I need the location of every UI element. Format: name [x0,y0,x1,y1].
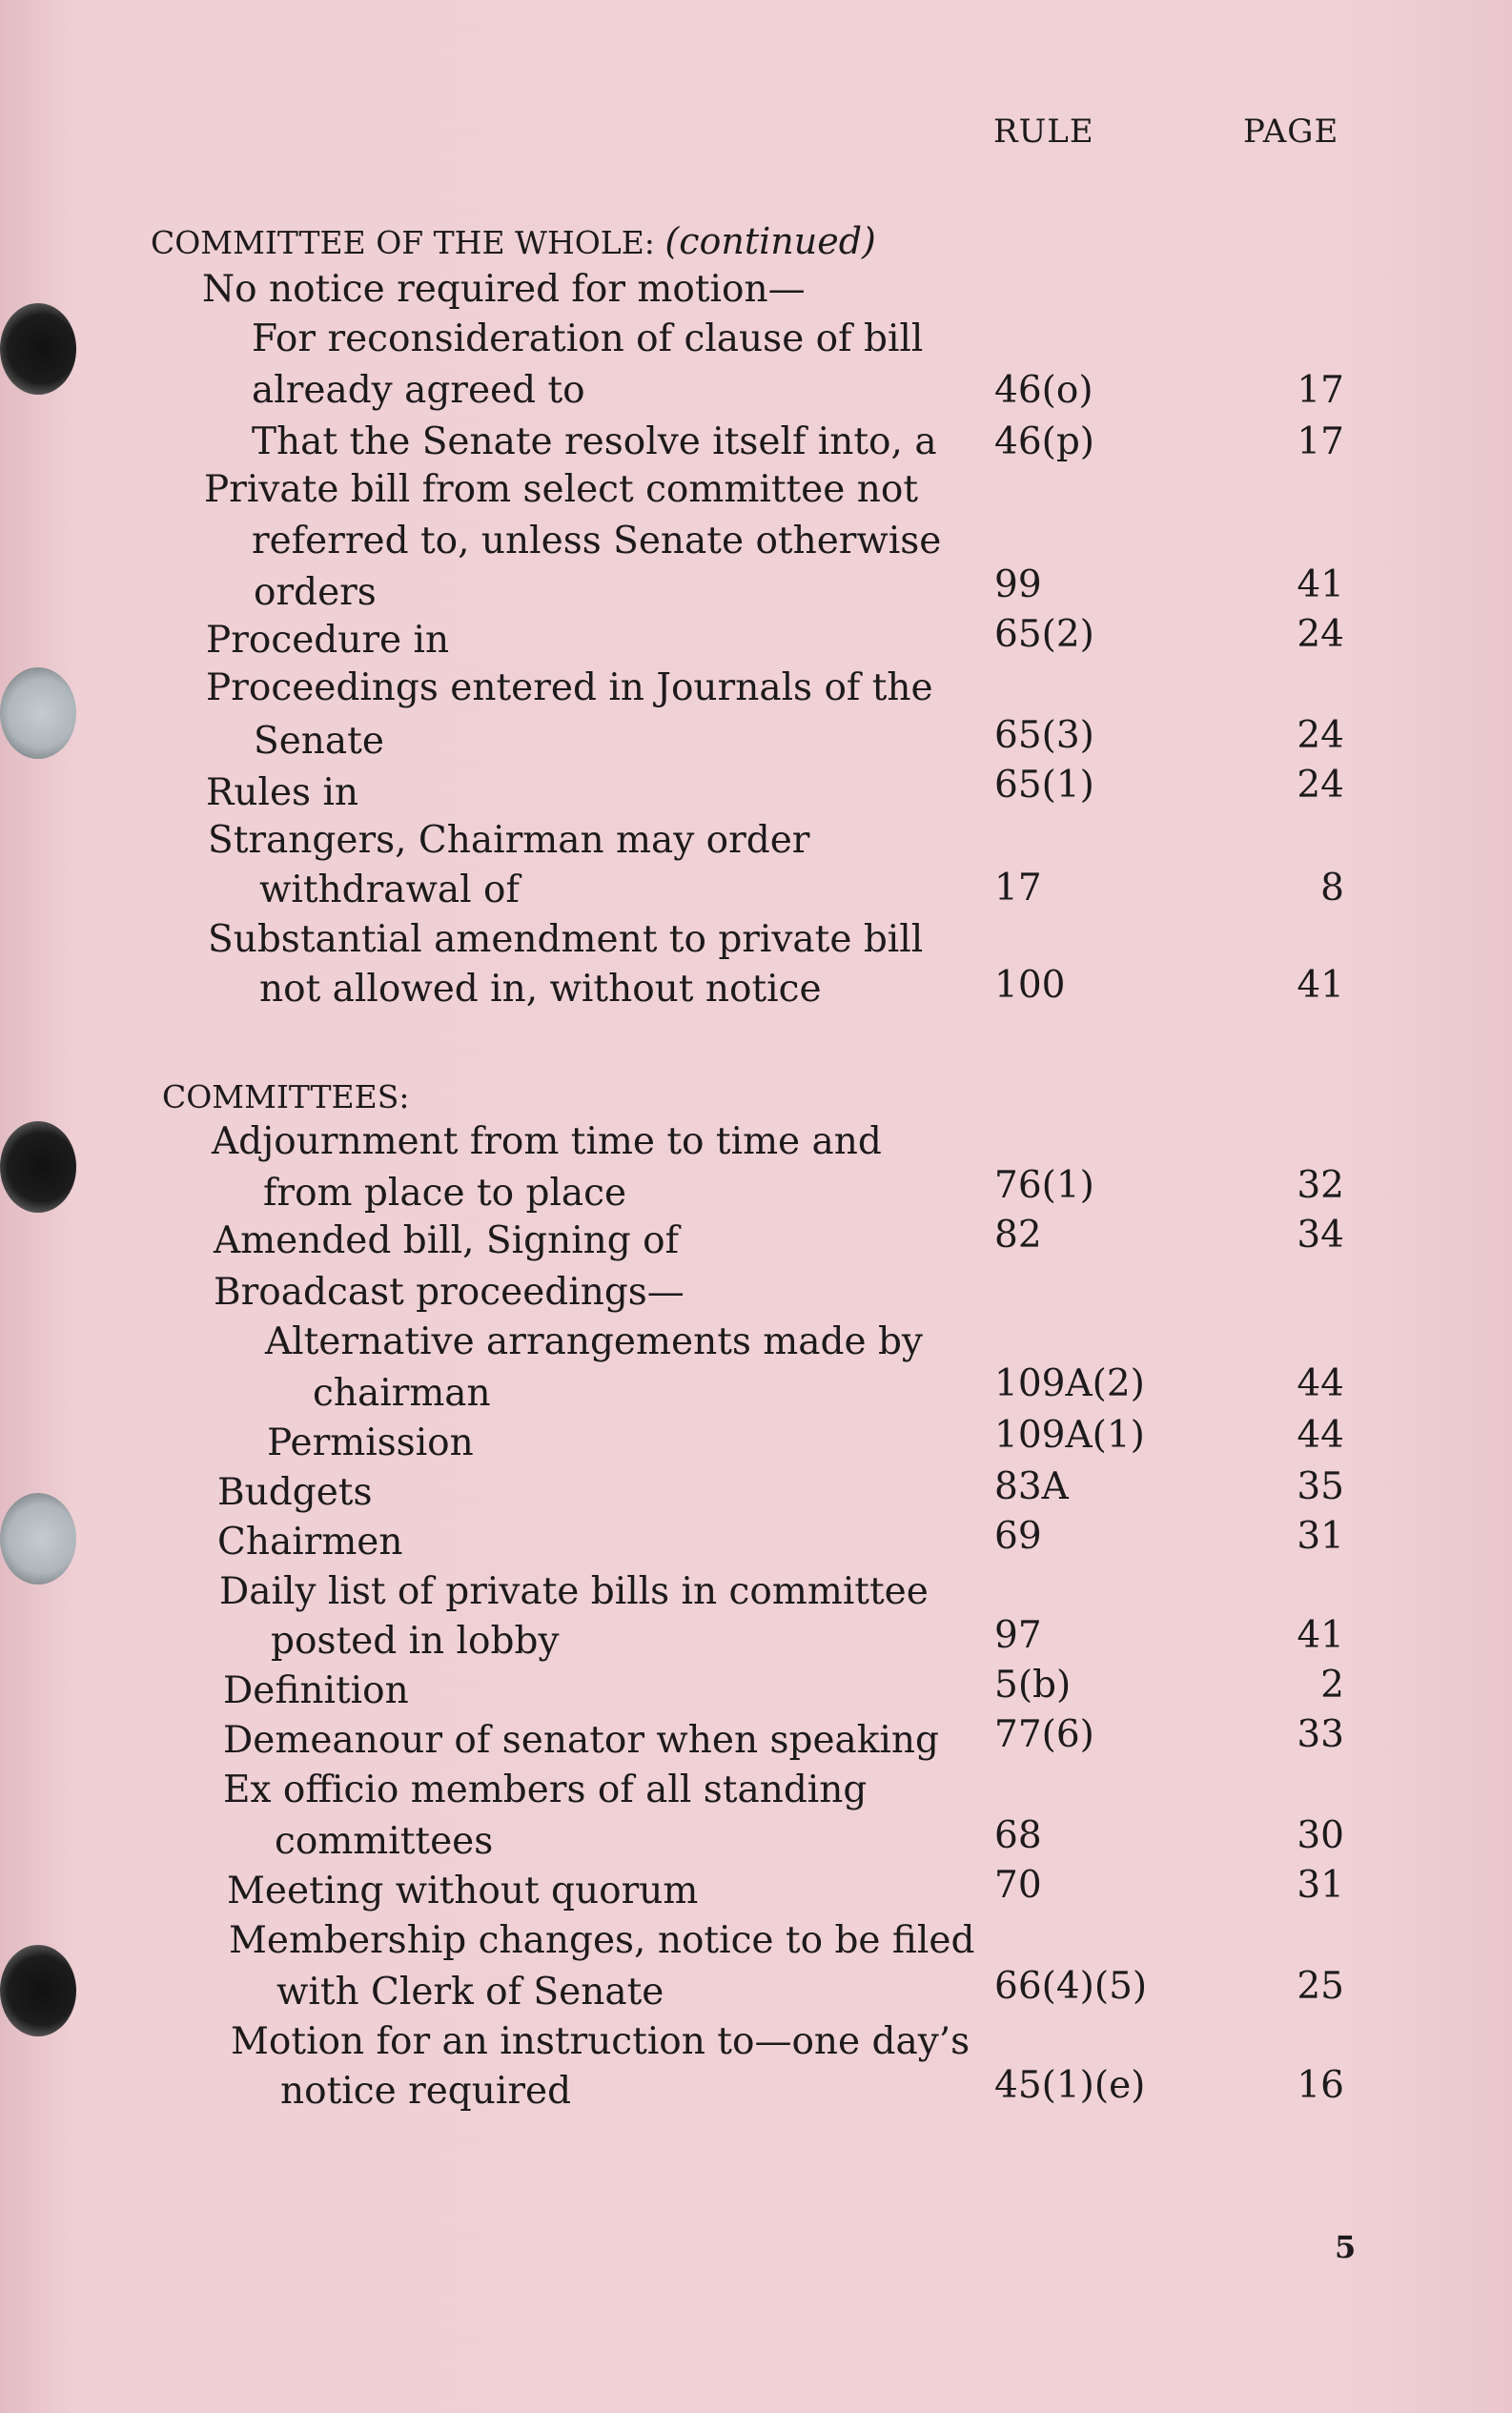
page-number: 44 [1297,1414,1344,1457]
index-entry-line: Demeanour of senator when speaking [223,1719,939,1762]
section-title-text: COMMITTEE OF THE WHOLE: [151,224,655,261]
index-entry-line: Chairmen [217,1521,403,1564]
rule-number: 83A [994,1465,1069,1508]
page-number: 31 [1297,1864,1344,1907]
index-entry-line: chairman [313,1372,491,1415]
page-number: 24 [1297,764,1344,807]
rule-number: 100 [994,964,1066,1007]
rule-number: 97 [994,1614,1042,1657]
index-entry-line: Broadcast proceedings— [214,1271,684,1314]
index-entry-line: Amended bill, Signing of [214,1219,680,1262]
index-entry-line: already agreed to [252,369,585,412]
index-entry-line: notice required [280,2070,572,2113]
index-entry-line: Senate [254,720,384,763]
index-entry-line: Motion for an instruction to—one day’s [231,2020,971,2063]
index-entry-line: orders [254,571,377,614]
rule-number: 66(4)(5) [994,1965,1148,2008]
index-entry-line: Private bill from select committee not [204,468,918,511]
rule-number: 46(o) [994,369,1093,412]
rule-number: 17 [994,867,1042,910]
rule-number: 69 [994,1515,1042,1558]
index-entry-line: referred to, unless Senate otherwise [252,520,942,562]
index-entry-line: posted in lobby [271,1620,560,1663]
page-number: 41 [1297,1614,1344,1657]
page-number: 33 [1297,1713,1344,1756]
rule-number: 77(6) [994,1713,1094,1756]
section-title: COMMITTEES: [162,1078,410,1115]
binder-hole [0,303,76,395]
rule-number: 82 [994,1214,1042,1257]
index-entry-line: That the Senate resolve itself into, a [252,420,937,463]
page-number: 32 [1297,1164,1344,1207]
index-entry-line: For reconsideration of clause of bill [252,317,924,360]
page-number: 41 [1297,563,1344,606]
page-number: 25 [1297,1965,1344,2008]
binder-hole [0,1121,76,1213]
rule-number: 109A(1) [994,1414,1145,1457]
binder-hole [0,1945,76,2036]
index-entry-line: not allowed in, without notice [259,968,822,1011]
index-entry-line: Adjournment from time to time and [212,1120,882,1163]
rule-number: 65(3) [994,714,1094,757]
binder-hole [0,667,76,759]
index-entry-line: committees [275,1820,494,1863]
page-number: 17 [1297,420,1344,463]
page-footer-number: 5 [1335,2229,1357,2265]
page-number: 24 [1297,613,1344,656]
index-entry-line: No notice required for motion— [202,268,806,311]
page-number: 34 [1297,1214,1344,1257]
index-entry-line: Budgets [217,1471,373,1514]
rule-number: 5(b) [994,1664,1072,1707]
index-entry-line: Substantial amendment to private bill [208,918,924,961]
index-entry-line: Daily list of private bills in committee [219,1570,929,1613]
page-number: 8 [1320,867,1344,910]
page-number: 24 [1297,714,1344,757]
page-number: 16 [1297,2064,1344,2107]
index-entry-line: Strangers, Chairman may order [208,819,810,862]
index-entry-line: Rules in [206,771,359,814]
index-entry-line: Ex officio members of all standing [223,1769,868,1811]
rule-number: 45(1)(e) [994,2064,1146,2107]
section-title [151,220,876,262]
index-entry-line: Procedure in [206,619,450,662]
index-entry-line: Definition [223,1669,409,1712]
binder-hole [0,1493,76,1585]
rule-column-header: RULE [993,112,1094,151]
page-number: 44 [1297,1362,1344,1405]
rule-number: 76(1) [994,1164,1094,1207]
rule-number: 109A(2) [994,1362,1145,1405]
page-number: 41 [1297,964,1344,1007]
page-number: 31 [1297,1515,1344,1558]
index-entry-line: from place to place [263,1172,627,1215]
index-entry-line: Permission [267,1421,474,1464]
index-entry-line: Alternative arrangements made by [265,1320,923,1363]
page-number: 17 [1297,369,1344,412]
page-number: 2 [1320,1664,1344,1707]
index-entry-line: withdrawal of [259,869,520,911]
index-entry-line: Membership changes, notice to be filed [229,1919,975,1962]
rule-number: 99 [994,563,1042,606]
rule-number: 68 [994,1814,1042,1857]
section-title-suffix: (continued) [664,220,876,262]
page-number: 30 [1297,1814,1344,1857]
page-column-header: PAGE [1243,112,1339,151]
index-entry-line: Proceedings entered in Journals of the [206,666,933,709]
rule-number: 46(p) [994,420,1095,463]
page-number: 35 [1297,1465,1344,1508]
rule-number: 70 [994,1864,1042,1907]
rule-number: 65(1) [994,764,1094,807]
index-entry-line: with Clerk of Senate [276,1971,664,2014]
rule-number: 65(2) [994,613,1094,656]
index-entry-line: Meeting without quorum [227,1870,699,1912]
